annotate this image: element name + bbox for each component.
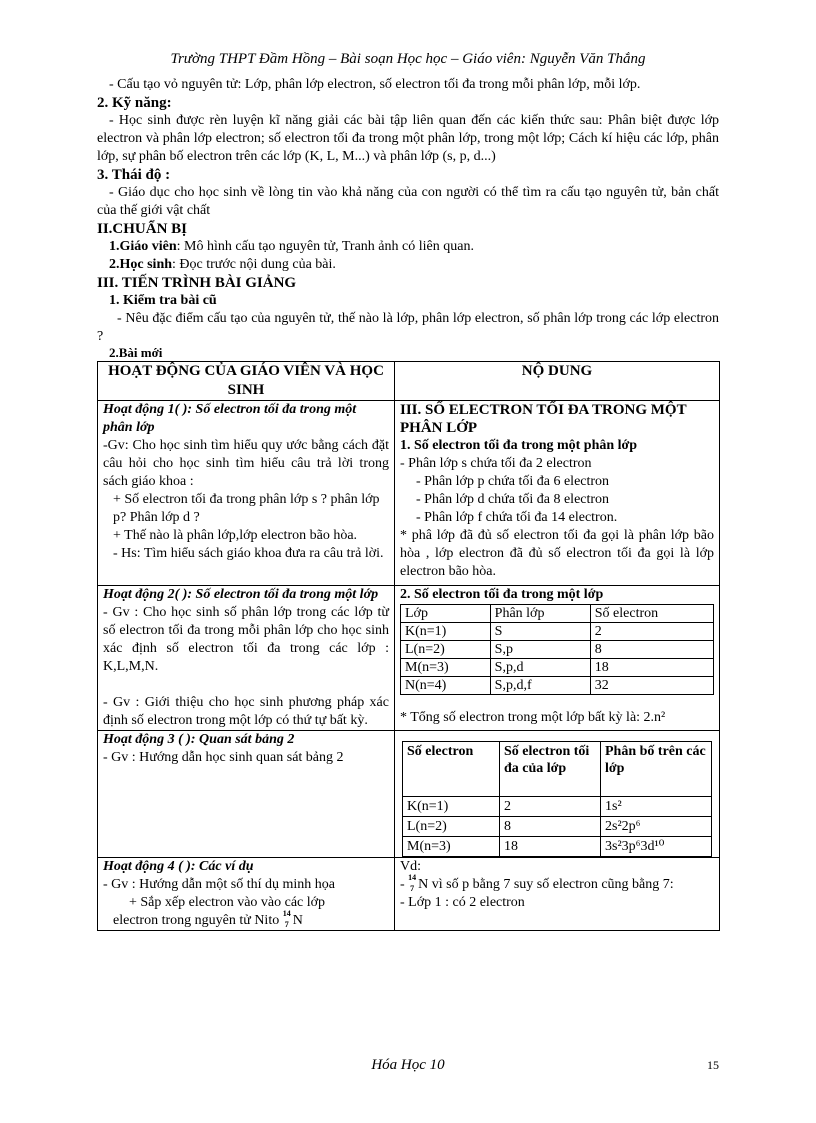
distribution-table <box>402 741 712 857</box>
distribution-header-cell: Số electron <box>403 742 500 797</box>
layer-table-row <box>401 641 714 659</box>
layer-table-row <box>401 659 714 677</box>
content-1-note: * phâ lớp đã đủ số electron tối đa gọi là phân lớp bão hòa , lớp electron đã đủ số electron tối đa gọi là lớp electron bão hòa. <box>400 528 714 579</box>
distribution-cell: 2s²2p⁶ <box>601 817 712 837</box>
layer-cell: K(n=1) <box>401 623 491 641</box>
distribution-cell: 8 <box>500 817 601 837</box>
activity-1-line: -Gv: Cho học sinh tìm hiểu quy ước bằng cách đặt câu hỏi cho học sinh tìm hiểu câu trả lời trong sách giáo khoa : <box>103 438 389 489</box>
activity-4-line: - Gv : Hướng dẫn một số thí dụ minh họa <box>103 877 335 892</box>
activity-1-cell <box>98 401 395 586</box>
layer-cell: 18 <box>590 659 713 677</box>
content-1-line: - Phân lớp p chứa tối đa 6 electron <box>416 474 610 489</box>
footer-subject: Hóa Học 10 <box>371 1057 445 1073</box>
layer-cell: S,p,d <box>490 659 590 677</box>
layer-cell: 32 <box>590 677 713 695</box>
page-content <box>97 50 719 931</box>
content-1-line: - Phân lớp d chứa tối đa 8 electron <box>416 492 610 507</box>
chuan-bi-title: II.CHUẨN BỊ <box>97 221 188 237</box>
distribution-header <box>403 742 712 797</box>
layer-cell: M(n=3) <box>401 659 491 677</box>
content-2-note: * Tổng số electron trong một lớp bất kỳ là: 2.n² <box>400 710 666 725</box>
table-row <box>98 858 720 931</box>
col1-header: HOẠT ĐỘNG CỦA GIÁO VIÊN VÀ HỌC SINH <box>98 362 395 401</box>
activity-4-text: electron trong nguyên tử Nito <box>113 913 280 928</box>
content-2-subtitle: 2. Số electron tối đa trong một lớp <box>400 587 604 602</box>
activity-1-line: + Số electron tối đa trong phân lớp s ? phân lớp p? Phân lớp d ? <box>113 492 380 525</box>
isotope-mass: 14 <box>408 872 417 882</box>
content-1-subtitle: 1. Số electron tối đa trong một phân lớp <box>400 438 638 453</box>
distribution-header-cell: Số electron tối đa của lớp <box>500 742 601 797</box>
layer-table-row <box>401 677 714 695</box>
table-header-row <box>98 362 720 401</box>
distribution-cell: 18 <box>500 837 601 857</box>
ky-nang-text: - Học sinh được rèn luyện kĩ năng giải các bài tập liên quan đến các kiến thức sau: Phân biệt được lớp electron và phân lớp electron; số electron tối đa trong một phân lớp, trong một lớp; Cách kí hiệu các lớp, phân lớp, sự phân bố electron trên các lớp (K, L, M...) và phân lớp (s, p, d...) <box>97 113 719 164</box>
example-label: Vd: <box>400 859 421 874</box>
gv-label: 1.Giáo viên <box>109 239 177 254</box>
isotope-symbol: N <box>292 913 303 928</box>
content-1-title: III. SỐ ELECTRON TỐI ĐA TRONG MỘT PHÂN LỚP <box>400 402 687 436</box>
distribution-cell: K(n=1) <box>403 797 500 817</box>
hoc-sinh-line <box>97 256 719 274</box>
activity-2-title: Hoạt động 2( ): Số electron tối đa trong một lớp <box>103 587 379 602</box>
distribution-header-cell: Phân bố trên các lớp <box>601 742 712 797</box>
gv-text: : Mô hình cấu tạo nguyên tử, Tranh ảnh có liên quan. <box>176 239 474 254</box>
nitrogen-isotope-notation <box>282 908 293 929</box>
lesson-table <box>97 361 720 931</box>
layer-cell: L(n=2) <box>401 641 491 659</box>
page-footer <box>97 1056 719 1074</box>
bai-moi-title: 2.Bài mới <box>109 345 163 360</box>
table-row <box>98 731 720 858</box>
layer-cell: 2 <box>590 623 713 641</box>
layer-cell: S <box>490 623 590 641</box>
layer-table <box>400 604 714 695</box>
page-header: Trường THPT Đầm Hồng – Bài soạn Học học – Giáo viên: Nguyễn Văn Thắng <box>170 51 646 67</box>
distribution-row <box>403 817 712 837</box>
distribution-cell: 1s² <box>601 797 712 817</box>
isotope-mass: 14 <box>282 908 291 918</box>
thai-do-title: 3. Thái độ : <box>97 167 171 183</box>
giao-vien-line <box>97 238 719 256</box>
tien-trinh-title: III. TIẾN TRÌNH BÀI GIẢNG <box>97 275 297 291</box>
content-1-line: - Phân lớp f chứa tối đa 14 electron. <box>416 510 618 525</box>
layer-cell: S,p,d,f <box>490 677 590 695</box>
activity-2-line: - Gv : Giới thiệu cho học sinh phương pháp xác định số electron trong một lớp có thứ tự bất kỳ. <box>103 695 389 728</box>
distribution-row <box>403 837 712 857</box>
page-number: 15 <box>707 1058 719 1072</box>
hs-text: : Đọc trước nội dung của bài. <box>172 257 336 272</box>
distribution-cell: 2 <box>500 797 601 817</box>
layer-header-cell: Số electron <box>590 605 713 623</box>
cau-tao-line: - Cấu tạo vỏ nguyên tử: Lớp, phân lớp electron, số electron tối đa trong mỗi phân lớp, mỗi lớp. <box>109 77 641 92</box>
content-3-cell <box>395 731 720 858</box>
table-row <box>98 401 720 586</box>
layer-cell: 8 <box>590 641 713 659</box>
activity-1-line: + Thế nào là phân lớp,lớp electron bão hòa. <box>113 528 358 543</box>
content-1-cell <box>395 401 720 586</box>
activity-1-line: - Hs: Tìm hiểu sách giáo khoa đưa ra câu trả lời. <box>113 546 384 561</box>
table-row <box>98 586 720 731</box>
activity-1-title: Hoạt động 1( ): Số electron tối đa trong một phân lớp <box>103 402 357 435</box>
nitrogen-isotope-notation <box>408 872 418 893</box>
content-1-line: - Phân lớp s chứa tối đa 2 electron <box>400 456 592 471</box>
ky-nang-title: 2. Kỹ năng: <box>97 95 172 111</box>
content-2-cell <box>395 586 720 731</box>
layer-cell: N(n=4) <box>401 677 491 695</box>
activity-4-line <box>103 908 389 930</box>
col2-header: NỘ DUNG <box>395 362 720 401</box>
activity-4-cell <box>98 858 395 931</box>
activity-2-cell <box>98 586 395 731</box>
isotope-z: 7 <box>410 883 415 893</box>
example-line: - 14 7 N vì số p bằng 7 suy số electron cũng bằng 7: <box>400 872 674 893</box>
activity-4-title: Hoạt động 4 ( ): Các ví dụ <box>103 859 254 874</box>
distribution-cell: L(n=2) <box>403 817 500 837</box>
layer-table-row <box>401 623 714 641</box>
thai-do-text: - Giáo dục cho học sinh về lòng tin vào khả năng của con người có thể tìm ra cấu tạo nguyên tử, bản chất của thế giới vật chất <box>97 185 719 218</box>
layer-cell: S,p <box>490 641 590 659</box>
content-4-cell <box>395 858 720 931</box>
activity-2-line: - Gv : Cho học sinh số phân lớp trong các lớp từ số electron tối đa trong mỗi phân lớp cho học sinh xác định số electron tối đa trong các lớp : K,L,M,N. <box>103 605 389 674</box>
distribution-cell: 3s²3p⁶3d¹⁰ <box>601 837 712 857</box>
distribution-cell: M(n=3) <box>403 837 500 857</box>
layer-header-cell: Lớp <box>401 605 491 623</box>
activity-3-title: Hoạt động 3 ( ): Quan sát bảng 2 <box>103 732 295 747</box>
activity-3-cell <box>98 731 395 858</box>
example-text: N vì số p bằng 7 suy số electron cũng bằng 7: <box>418 877 674 892</box>
kiem-tra-title: 1. Kiểm tra bài cũ <box>109 293 217 308</box>
layer-table-header <box>401 605 714 623</box>
distribution-row <box>403 797 712 817</box>
activity-4-line: + Sắp xếp electron vào vào các lớp <box>129 895 326 910</box>
isotope-z: 7 <box>284 919 289 929</box>
example-line: - Lớp 1 : có 2 electron <box>400 895 525 910</box>
kiem-tra-text: - Nêu đặc điểm cấu tạo của nguyên tử, thế nào là lớp, phân lớp electron, số phân lớp trong các lớp electron ? <box>97 311 719 344</box>
layer-header-cell: Phân lớp <box>490 605 590 623</box>
activity-3-line: - Gv : Hướng dẫn học sinh quan sát bảng 2 <box>103 750 344 765</box>
hs-label: 2.Học sinh <box>109 257 173 272</box>
